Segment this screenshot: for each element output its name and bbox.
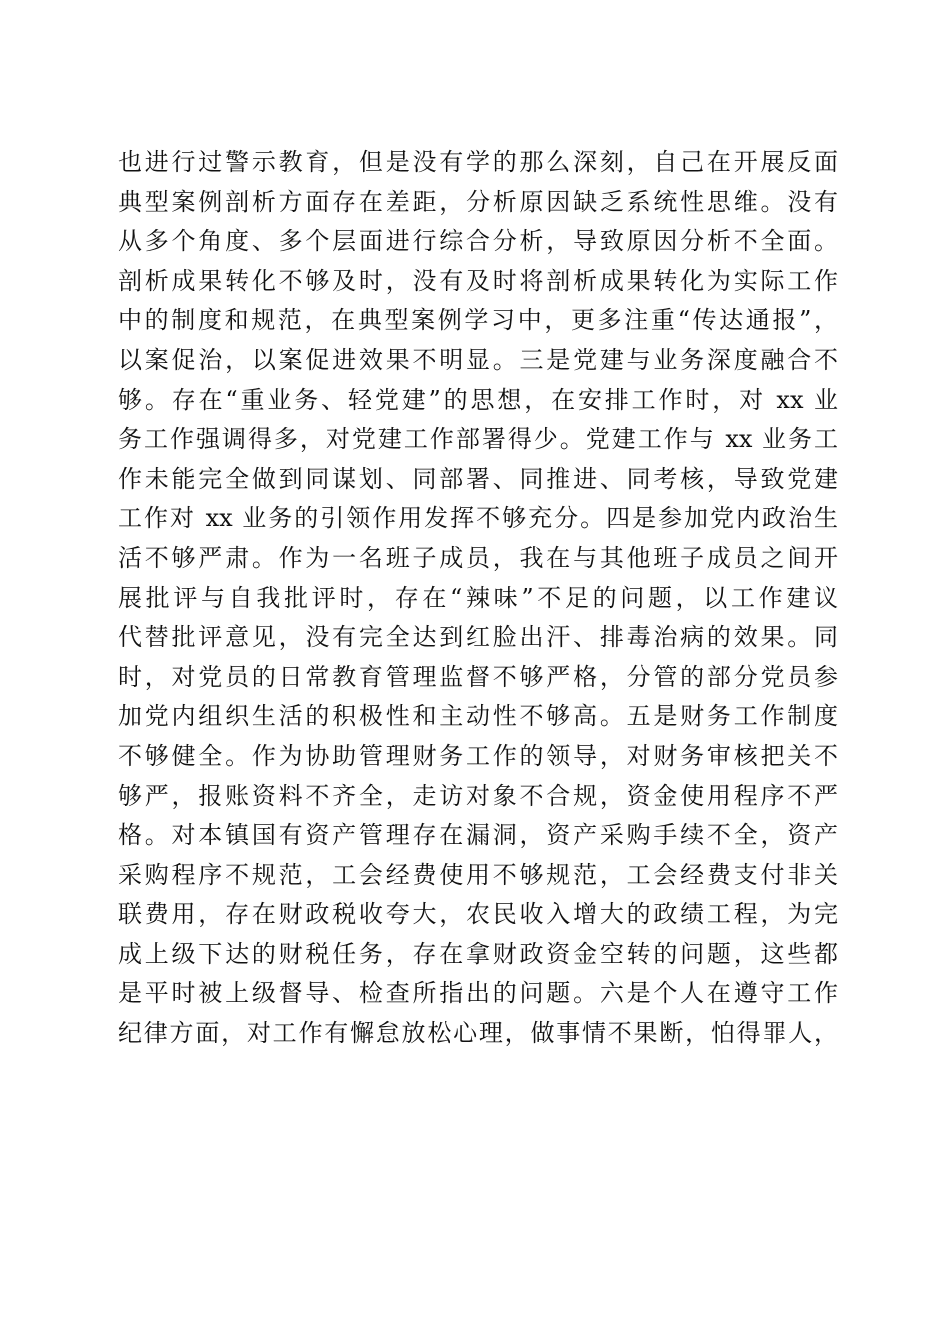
text-line-16: 不够健全。作为协助管理财务工作的领导，对财务审核把关不	[118, 741, 838, 770]
text-line-10: 工作对 xx 业务的引领作用发挥不够充分。四是参加党内政治生	[118, 504, 838, 533]
text-line-13: 代替批评意见，没有完全达到红脸出汗、排毒治病的效果。同	[118, 623, 838, 652]
text-line-19: 采购程序不规范，工会经费使用不够规范，工会经费支付非关	[118, 860, 838, 889]
text-line-8: 务工作强调得多，对党建工作部署得少。党建工作与 xx 业务工	[118, 425, 838, 454]
text-line-7: 够。存在“重业务、轻党建”的思想，在安排工作时，对 xx 业	[118, 385, 838, 414]
body-text	[118, 143, 838, 1054]
text-line-20: 联费用，存在财政税收夸大，农民收入增大的政绩工程，为完	[118, 900, 838, 929]
text-line-11: 活不够严肃。作为一名班子成员，我在与其他班子成员之间开	[118, 543, 838, 572]
text-line-1: 也进行过警示教育，但是没有学的那么深刻，自己在开展反面	[118, 148, 838, 176]
text-line-21: 成上级下达的财税任务，存在拿财政资金空转的问题，这些都	[118, 939, 838, 968]
text-line-4: 剖析成果转化不够及时，没有及时将剖析成果转化为实际工作	[118, 266, 838, 295]
text-line-6: 以案促治，以案促进效果不明显。三是党建与业务深度融合不	[118, 345, 838, 374]
text-line-5: 中的制度和规范，在典型案例学习中，更多注重“传达通报”，	[118, 306, 838, 335]
text-line-15: 加党内组织生活的积极性和主动性不够高。五是财务工作制度	[118, 702, 838, 731]
text-line-23: 纪律方面，对工作有懈怠放松心理，做事情不果断，怕得罪人，	[118, 1019, 838, 1048]
text-line-3: 从多个角度、多个层面进行综合分析，导致原因分析不全面。	[118, 227, 838, 256]
text-line-22: 是平时被上级督导、检查所指出的问题。六是个人在遵守工作	[118, 979, 838, 1008]
text-line-12: 展批评与自我批评时，存在“辣味”不足的问题，以工作建议	[118, 583, 838, 612]
text-line-2: 典型案例剖析方面存在差距，分析原因缺乏系统性思维。没有	[118, 187, 838, 216]
text-line-18: 格。对本镇国有资产管理存在漏洞，资产采购手续不全，资产	[118, 821, 838, 850]
text-line-14: 时，对党员的日常教育管理监督不够严格，分管的部分党员参	[118, 662, 838, 691]
text-line-17: 够严，报账资料不齐全，走访对象不合规，资金使用程序不严	[118, 781, 838, 810]
text-line-9: 作未能完全做到同谋划、同部署、同推进、同考核，导致党建	[118, 464, 838, 493]
